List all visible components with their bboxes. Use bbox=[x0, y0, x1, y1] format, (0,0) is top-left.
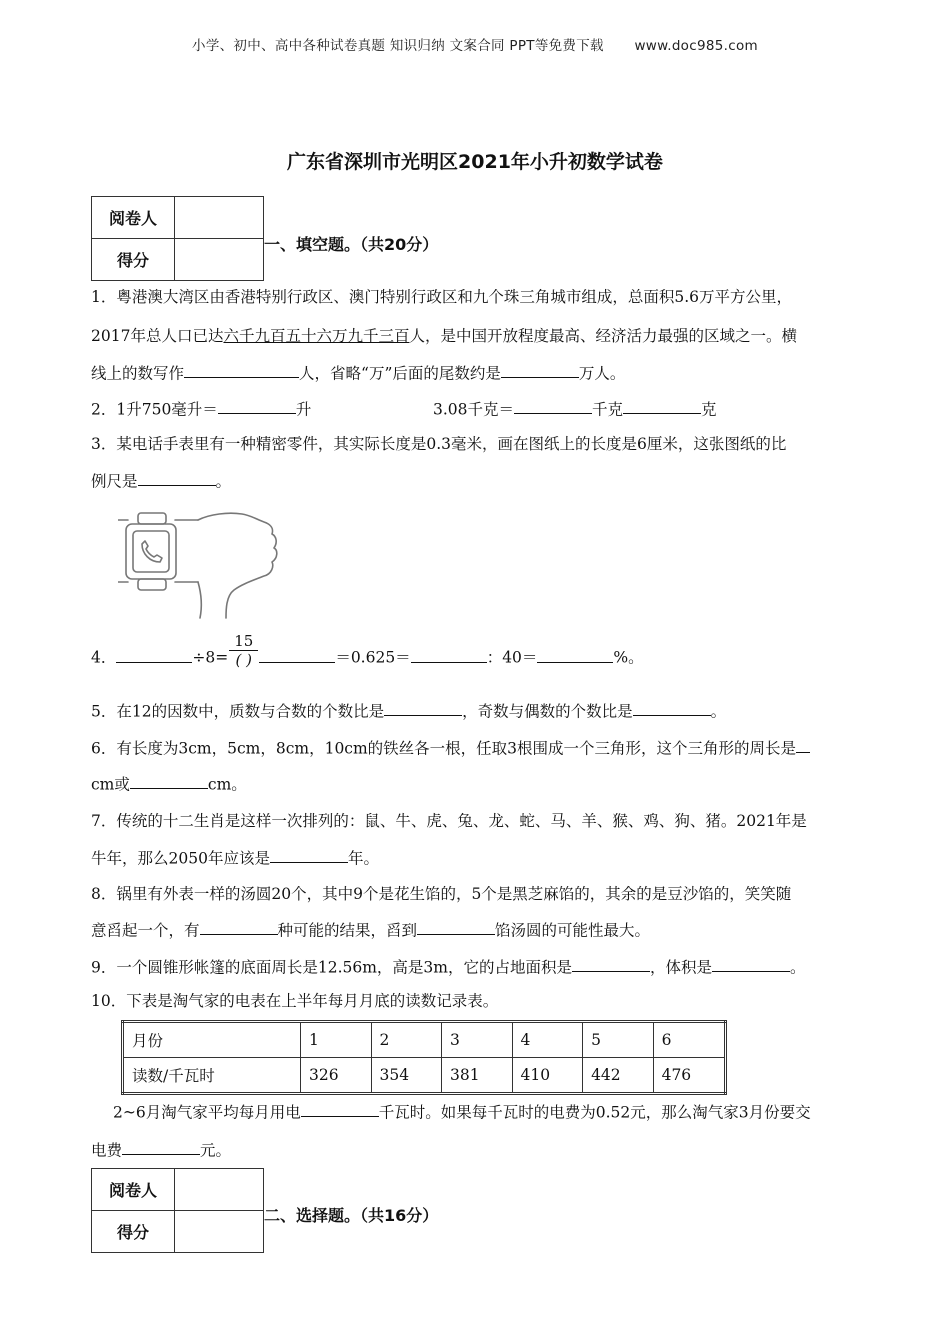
section-heading: 一、填空题。（共20分） bbox=[264, 235, 439, 254]
answer-blank[interactable] bbox=[384, 699, 462, 716]
q7-line1: 7．传统的十二生肖是这样一次排列的：鼠、牛、虎、兔、龙、蛇、马、羊、猴、鸡、狗、猪。2021年是 bbox=[91, 812, 807, 830]
phone-icon bbox=[142, 541, 162, 562]
answer-blank[interactable] bbox=[122, 1138, 200, 1155]
section-heading: 二、选择题。（共16分） bbox=[264, 1206, 439, 1225]
q10-intro: 10．下表是淘气家的电表在上半年每月月底的读数记录表。 bbox=[91, 992, 499, 1010]
table-header-cell: 2 bbox=[371, 1022, 442, 1058]
q8-line2 bbox=[91, 918, 650, 940]
score-box bbox=[91, 1168, 264, 1253]
q7-text: 年。 bbox=[347, 849, 379, 868]
header-text: 小学、初中、高中各种试卷真题 知识归纳 文案合同 PPT等免费下载 bbox=[192, 38, 604, 54]
q8-text: 种可能的结果，舀到 bbox=[277, 921, 418, 940]
answer-blank[interactable] bbox=[411, 645, 487, 662]
q1-text: 线上的数写作 bbox=[91, 364, 185, 383]
q3-line2 bbox=[91, 469, 231, 491]
answer-blank[interactable] bbox=[259, 645, 335, 662]
q3-text: 。 bbox=[215, 472, 232, 491]
answer-blank[interactable] bbox=[200, 918, 278, 935]
answer-blank[interactable] bbox=[537, 645, 613, 662]
score-label: 得分 bbox=[92, 239, 175, 281]
hand-outline-icon bbox=[198, 513, 277, 618]
q10-text: 元。 bbox=[200, 1141, 232, 1160]
answer-blank[interactable] bbox=[270, 846, 348, 863]
table-cell: 442 bbox=[583, 1058, 654, 1094]
q6-text: cm。 bbox=[207, 775, 247, 794]
table-cell: 326 bbox=[301, 1058, 372, 1094]
q2-text: 3.08千克＝ bbox=[433, 400, 515, 419]
q10-text: 千瓦时。如果每千瓦时的电费为0.52元，那么淘气家3月份要交 bbox=[378, 1103, 811, 1122]
q10-text: 电费 bbox=[91, 1141, 123, 1160]
q1-line1: 1．粤港澳大湾区由香港特别行政区、澳门特别行政区和九个珠三角城市组成，总面积5.6万平方公里， bbox=[91, 288, 793, 306]
answer-blank[interactable] bbox=[184, 361, 299, 378]
q5-text: ，奇数与偶数的个数比是 bbox=[462, 702, 633, 721]
q1-text: 人，是中国开放程度最高、经济活力最强的区域之一。横 bbox=[409, 327, 797, 345]
answer-blank[interactable] bbox=[796, 736, 810, 753]
reviewer-cell bbox=[175, 197, 264, 239]
q2-text: 克 bbox=[701, 400, 717, 419]
q9-text: 9．一个圆锥形帐篷的底面周长是12.56m，高是3m，它的占地面积是 bbox=[91, 958, 572, 977]
answer-blank[interactable] bbox=[301, 1100, 379, 1117]
q7-line2 bbox=[91, 846, 379, 868]
q6-line2 bbox=[91, 772, 247, 794]
watch-screen-icon bbox=[133, 531, 169, 572]
meter-reading-table bbox=[121, 1020, 727, 1095]
q4-line bbox=[91, 632, 644, 677]
reviewer-label: 阅卷人 bbox=[92, 1169, 175, 1211]
q10-text: 2~6月淘气家平均每月用电 bbox=[113, 1103, 301, 1122]
answer-blank[interactable] bbox=[514, 397, 592, 414]
reviewer-label: 阅卷人 bbox=[92, 197, 175, 239]
answer-blank[interactable] bbox=[623, 397, 701, 414]
q2-text: 2．1升750毫升＝ bbox=[91, 400, 218, 419]
page-title: 广东省深圳市光明区2021年小升初数学试卷 bbox=[287, 151, 663, 173]
q2-text: 升 bbox=[295, 400, 312, 419]
q6-text: cm或 bbox=[91, 775, 130, 794]
wrist-bottom-icon bbox=[198, 582, 201, 618]
answer-blank[interactable] bbox=[218, 397, 296, 414]
q8-line1: 8．锅里有外表一样的汤圆20个，其中9个是花生馅的，5个是黑芝麻馅的，其余的是豆沙馅的，笑笑随 bbox=[91, 885, 792, 903]
fraction bbox=[229, 632, 258, 669]
table-cell: 410 bbox=[512, 1058, 583, 1094]
table-cell: 381 bbox=[442, 1058, 513, 1094]
q9-text: 。 bbox=[790, 958, 806, 977]
table-row bbox=[123, 1022, 726, 1058]
q9-text: ，体积是 bbox=[650, 958, 713, 977]
table-header-cell: 5 bbox=[583, 1022, 654, 1058]
header-url[interactable]: www.doc985.com bbox=[634, 38, 758, 54]
score-box bbox=[91, 196, 264, 281]
q9-line bbox=[91, 955, 806, 977]
q1-text: 万人。 bbox=[578, 364, 626, 383]
watch-band-bottom-icon bbox=[138, 579, 166, 590]
answer-blank[interactable] bbox=[138, 469, 216, 486]
answer-blank[interactable] bbox=[417, 918, 495, 935]
answer-blank[interactable] bbox=[633, 699, 711, 716]
q1-line3 bbox=[91, 361, 625, 383]
fraction-numerator: 15 bbox=[229, 632, 258, 651]
table-header-cell: 1 bbox=[301, 1022, 372, 1058]
answer-blank[interactable] bbox=[572, 955, 650, 972]
q7-text: 牛年，那么2050年应该是 bbox=[91, 849, 270, 868]
answer-blank[interactable] bbox=[501, 361, 579, 378]
q5-line bbox=[91, 699, 726, 721]
q6-text: 6．有长度为3cm，5cm，8cm，10cm的铁丝各一根，任取3根围成一个三角形，这个三角形的周长是 bbox=[91, 739, 797, 758]
table-header-cell: 6 bbox=[653, 1022, 725, 1058]
table-header-cell: 月份 bbox=[123, 1022, 301, 1058]
table-header-cell: 4 bbox=[512, 1022, 583, 1058]
score-label: 得分 bbox=[92, 1211, 175, 1253]
q4-text: ÷8= bbox=[192, 648, 229, 667]
q4-text: ：40＝ bbox=[486, 648, 538, 667]
table-cell: 476 bbox=[653, 1058, 725, 1094]
q4-text: 4． bbox=[91, 648, 117, 667]
q1-underlined-number: 六千九百五十六万九千三百 bbox=[223, 327, 410, 345]
q6-line1 bbox=[91, 736, 810, 758]
q5-text: 5．在12的因数中，质数与合数的个数比是 bbox=[91, 702, 385, 721]
watch-band-top-icon bbox=[138, 513, 166, 524]
q10-line1 bbox=[113, 1100, 811, 1122]
table-cell: 读数/千瓦时 bbox=[123, 1058, 301, 1094]
q8-text: 馅汤圆的可能性最大。 bbox=[495, 921, 651, 940]
table-row bbox=[123, 1058, 726, 1094]
q4-text: %。 bbox=[613, 648, 644, 667]
q8-text: 意舀起一个，有 bbox=[91, 921, 200, 940]
q2-text: 千克 bbox=[592, 400, 624, 419]
fraction-denominator: ( ) bbox=[235, 651, 252, 669]
q5-text: 。 bbox=[710, 702, 727, 721]
q1-text: 2017年总人口已达 bbox=[91, 327, 224, 345]
q3-text: 例尺是 bbox=[91, 472, 138, 491]
answer-blank[interactable] bbox=[712, 955, 790, 972]
table-header-cell: 3 bbox=[442, 1022, 513, 1058]
q4-text: ＝0.625＝ bbox=[335, 648, 411, 667]
q1-text: 人，省略“万”后面的尾数约是 bbox=[299, 364, 501, 383]
page-header bbox=[0, 34, 950, 54]
q1-line2 bbox=[91, 324, 797, 346]
score-cell bbox=[175, 239, 264, 281]
q2-line bbox=[91, 397, 311, 419]
phone-watch-illustration bbox=[118, 510, 283, 620]
q2-line-b bbox=[433, 397, 717, 419]
reviewer-cell bbox=[175, 1169, 264, 1211]
table-cell: 354 bbox=[371, 1058, 442, 1094]
q3-line1: 3．某电话手表里有一种精密零件，其实际长度是0.3毫米，画在图纸上的长度是6厘米，这张图纸的比 bbox=[91, 435, 787, 453]
q10-line2 bbox=[91, 1138, 231, 1160]
score-cell bbox=[175, 1211, 264, 1253]
answer-blank[interactable] bbox=[116, 645, 192, 662]
answer-blank[interactable] bbox=[130, 772, 208, 789]
